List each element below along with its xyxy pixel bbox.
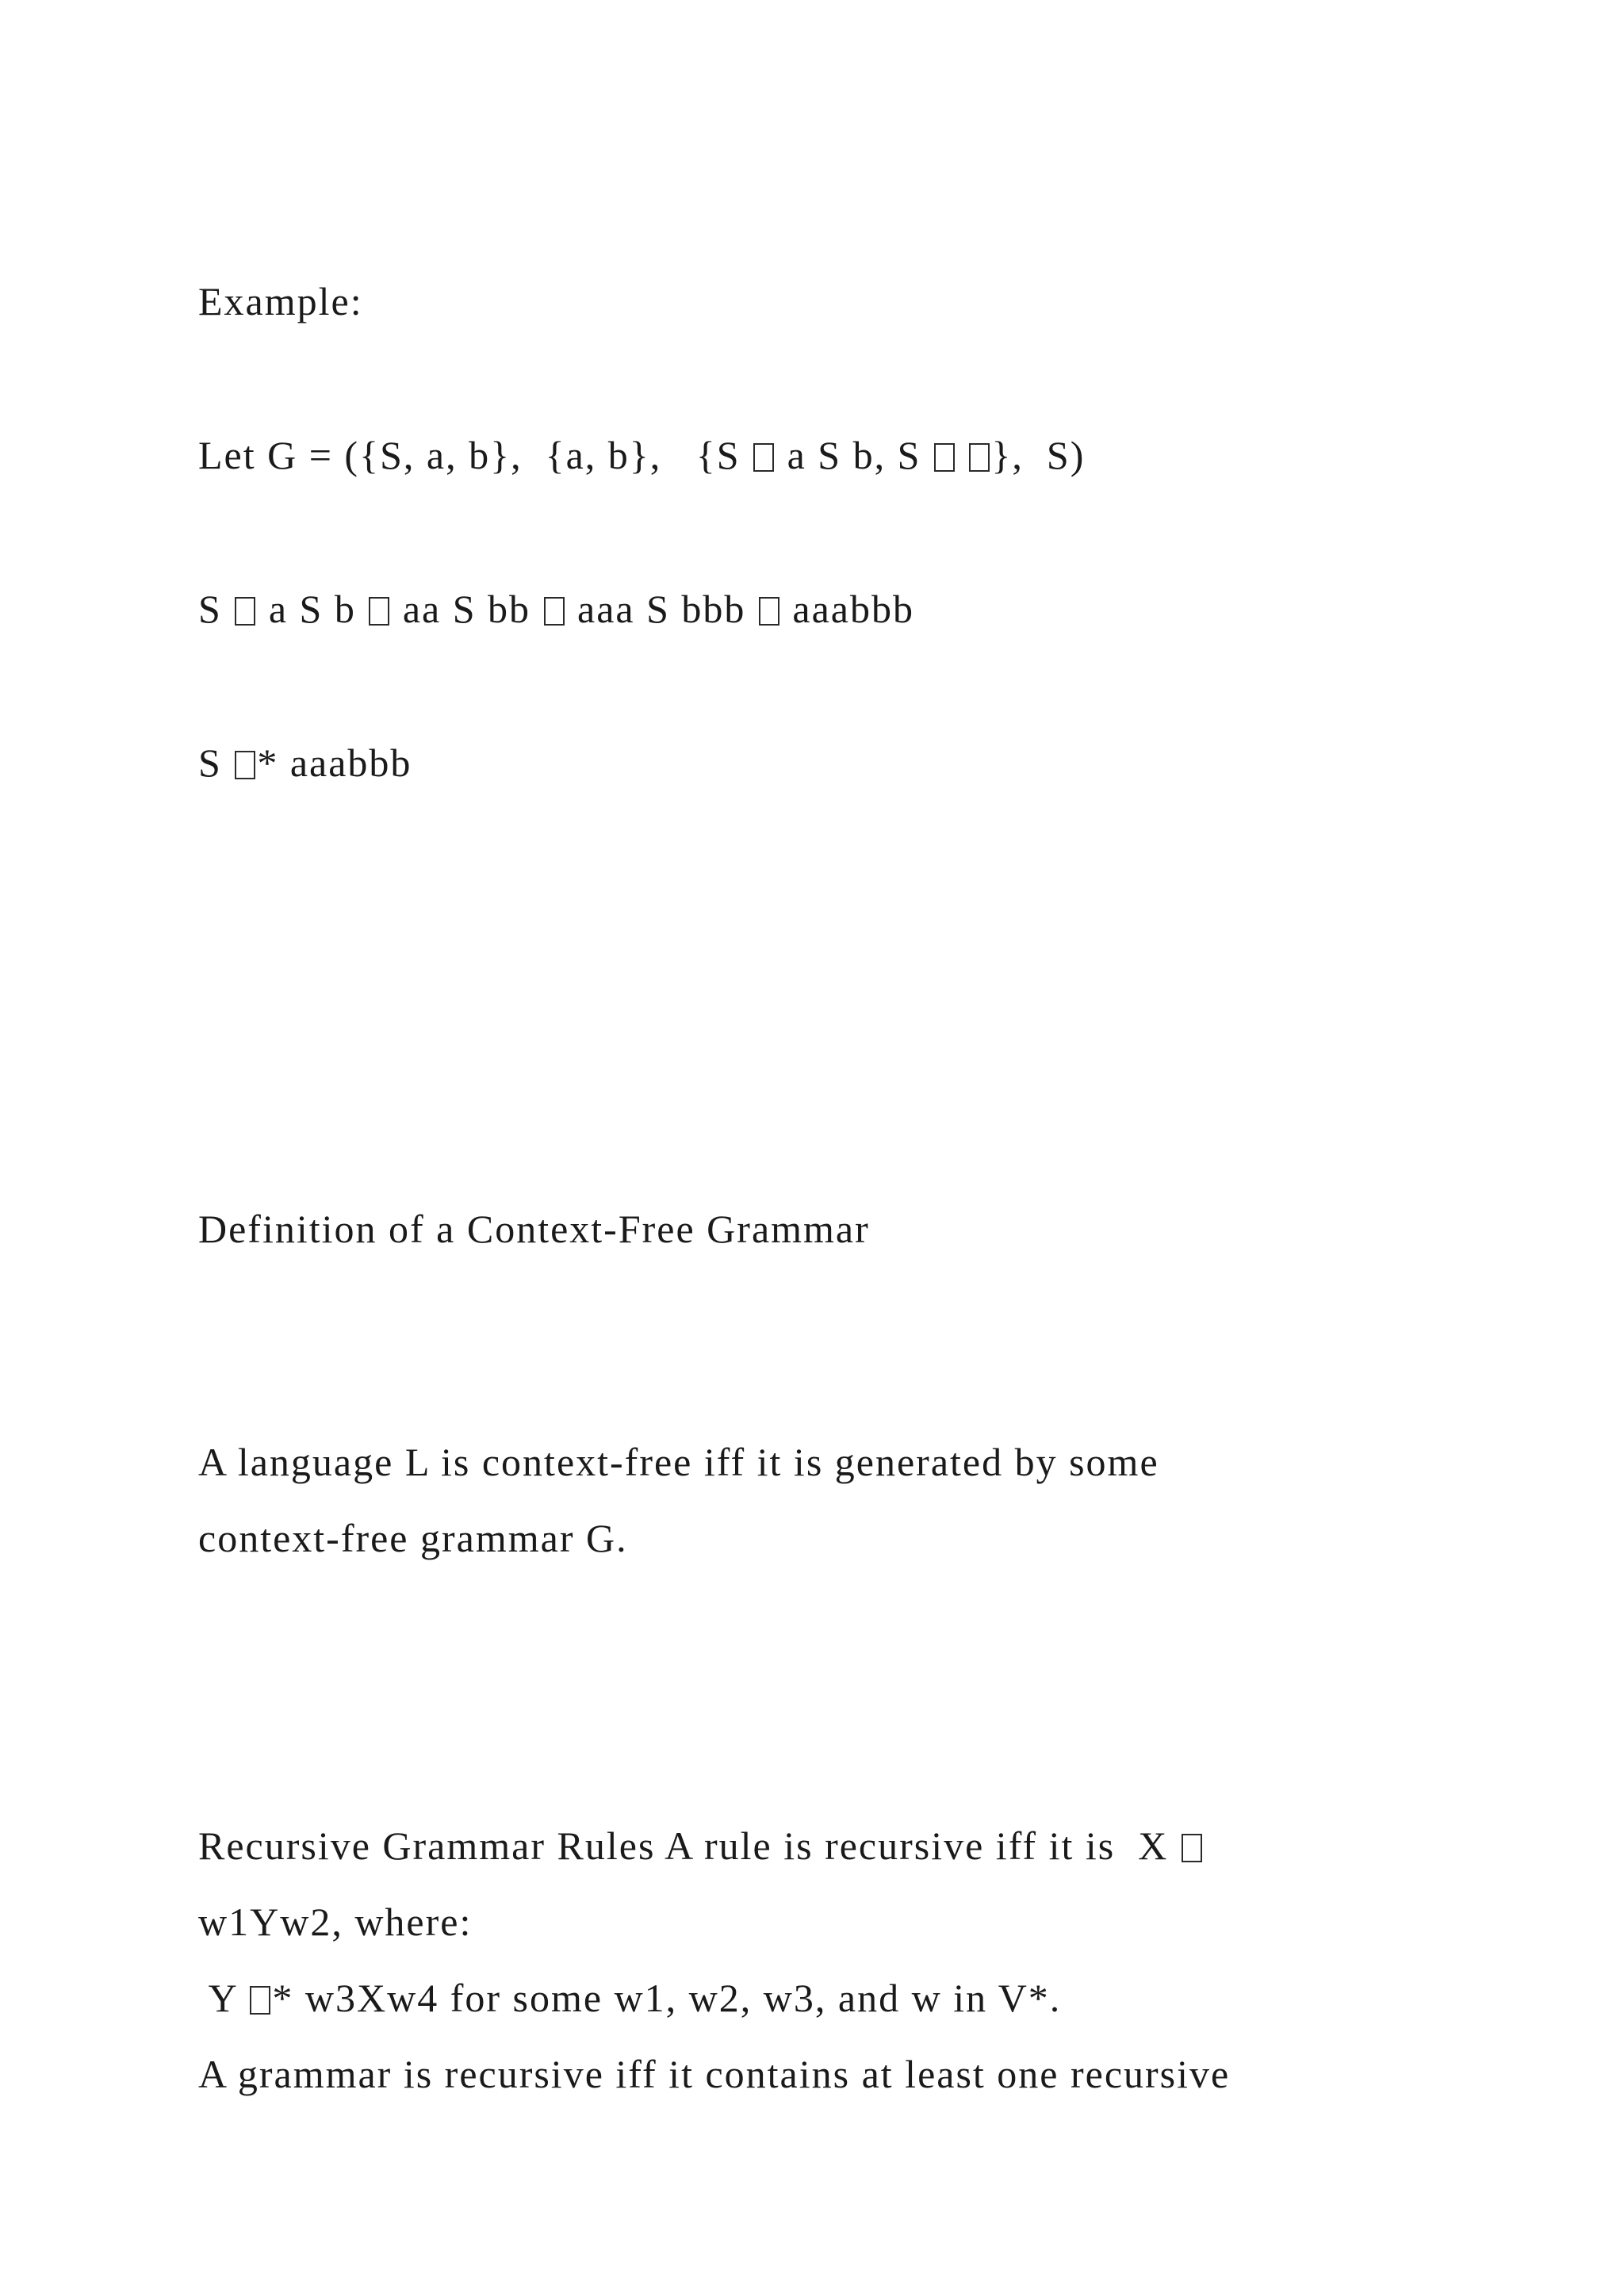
recursive-rules-line-1: Recursive Grammar Rules A rule is recursive iff it is X — [198, 1822, 1204, 1869]
recursive-rules-line-3: Y * w3Xw4 for some w1, w2, w3, and w in V*. — [198, 1976, 1062, 2020]
missing-glyph-box-icon — [250, 1986, 270, 2015]
missing-glyph-box-icon — [753, 443, 774, 472]
missing-glyph-box-icon — [544, 597, 565, 626]
grammar-definition-line: Let G = ({S, a, b}, {a, b}, {S a S b, S }, S) — [198, 433, 1086, 477]
missing-glyph-box-icon — [969, 443, 990, 472]
missing-glyph-box-icon — [759, 597, 779, 626]
section-heading-cfg: Definition of a Context-Free Grammar — [198, 1207, 870, 1251]
missing-glyph-box-icon — [235, 751, 255, 779]
cfl-definition-line-1: A language L is context-free iff it is generated by some — [198, 1440, 1159, 1484]
recursive-rules-line-2: w1Yw2, where: — [198, 1900, 473, 1944]
missing-glyph-box-icon — [934, 443, 955, 472]
cfl-definition-line-2: context-free grammar G. — [198, 1516, 628, 1560]
recursive-rules-line-4: A grammar is recursive iff it contains at least one recursive — [198, 2052, 1231, 2096]
missing-glyph-box-icon — [1182, 1834, 1202, 1862]
derivation-line: S a S b aa S bb aaa S bbb aaabbb — [198, 587, 914, 631]
missing-glyph-box-icon — [369, 597, 389, 626]
derives-star-line: S * aaabbb — [198, 740, 412, 785]
example-heading: Example: — [198, 279, 363, 323]
missing-glyph-box-icon — [235, 597, 255, 626]
